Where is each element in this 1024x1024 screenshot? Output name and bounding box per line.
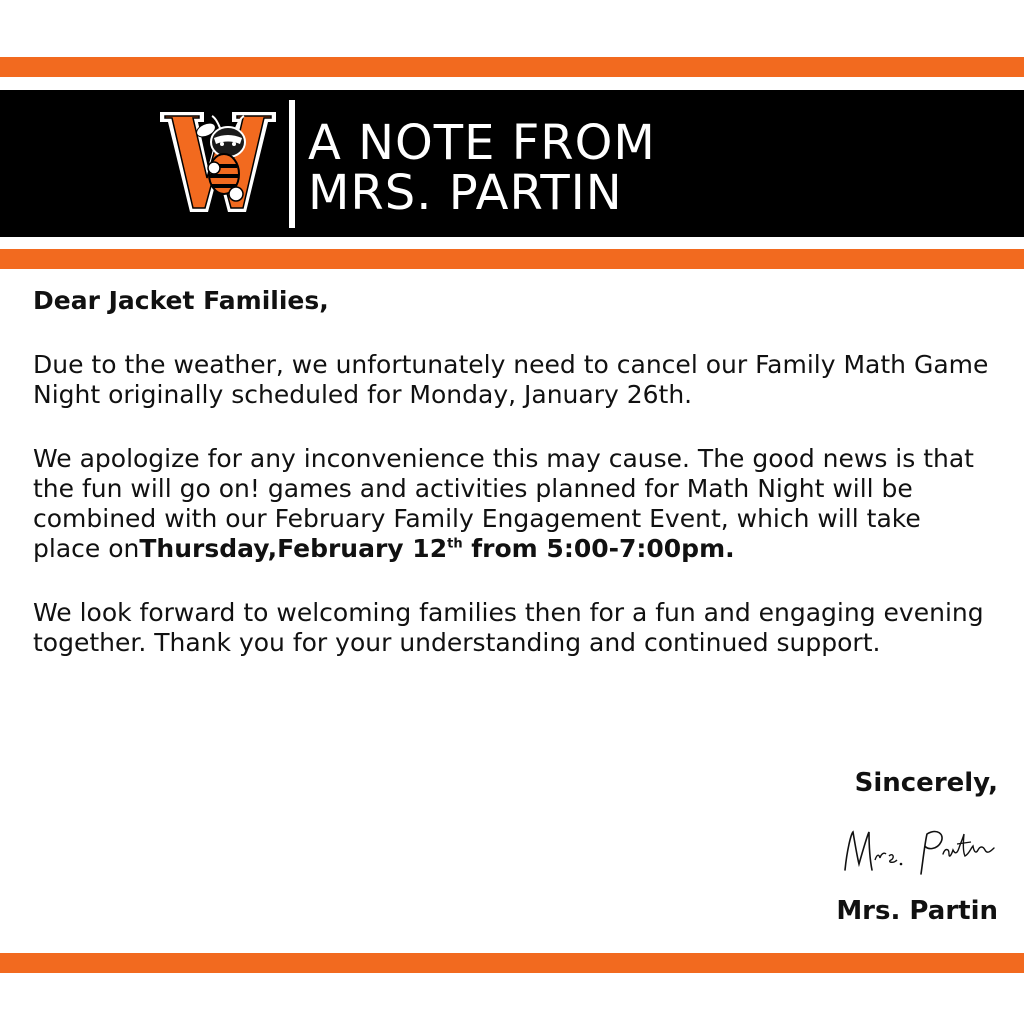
top-orange-stripe [0, 57, 1024, 77]
paragraph-reschedule-text: We apologize for any inconvenience this may cause. The good news is that the fun will go on! games and activities planned for Math Night will be combined with our February Family Engagement Event, which will take place on [33, 444, 974, 563]
banner-divider [289, 100, 295, 228]
page-title [308, 115, 656, 221]
middle-orange-stripe [0, 249, 1024, 269]
bottom-orange-stripe [0, 953, 1024, 973]
signer-name: Mrs. Partin [836, 896, 998, 926]
closing: Sincerely, [854, 768, 998, 798]
paragraph-reschedule [33, 444, 993, 564]
paragraph-cancellation: Due to the weather, we unfortunately need to cancel our Family Math Game Night originally scheduled for Monday, January 26th. [33, 350, 989, 409]
yellow-jacket-w-logo-icon [158, 108, 278, 220]
event-date [139, 534, 734, 563]
greeting: Dear Jacket Families, [33, 286, 329, 315]
title-line-2: MRS. PARTIN [308, 165, 623, 221]
handwritten-signature [837, 820, 1002, 886]
title-line-1: A NOTE FROM [308, 115, 656, 171]
event-date-text: Thursday,February 12 [139, 534, 448, 563]
event-date-suffix: th [447, 536, 463, 552]
event-time: from 5:00-7:00pm. [462, 534, 735, 563]
paragraph-thanks: We look forward to welcoming families then for a fun and engaging evening together. Thank you for your understanding and continued support. [33, 598, 984, 657]
letter-body [33, 286, 993, 692]
